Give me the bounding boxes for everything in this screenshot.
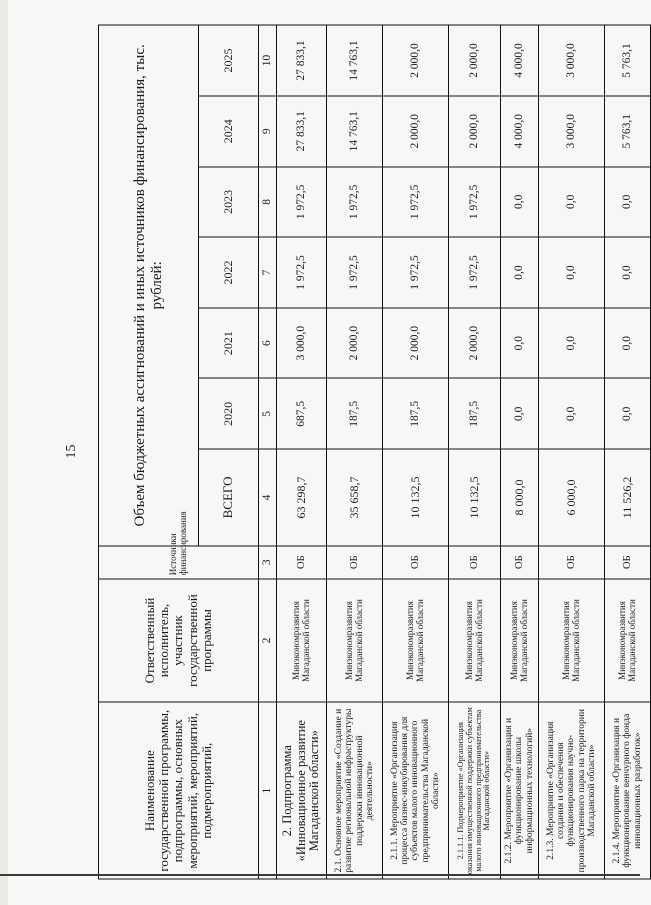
column-number: 7 xyxy=(259,237,277,308)
row-value-2025: 2 000,0 xyxy=(449,25,501,96)
row-name: 2. Подпрограмма «Инновационное развитие Магаданской области» xyxy=(277,702,327,879)
column-number: 6 xyxy=(259,308,277,379)
row-value-2021: 0,0 xyxy=(605,308,651,379)
table-row xyxy=(501,25,539,879)
scan-edge xyxy=(0,0,8,905)
row-responsible: Минэкономразвития Магаданской области xyxy=(539,579,605,703)
header-responsible: Ответственный исполнитель, участник государственной программы xyxy=(99,579,259,703)
financing-table xyxy=(98,25,651,880)
bottom-rule xyxy=(0,874,640,876)
row-value-2022: 1 972,5 xyxy=(449,237,501,308)
row-value-2024: 3 000,0 xyxy=(539,96,605,167)
row-value-2022: 1 972,5 xyxy=(327,237,383,308)
row-value-2023: 0,0 xyxy=(539,167,605,238)
row-name: 2.1.2. Мероприятие «Организация и функционирование школы информационных технологий» xyxy=(501,702,539,879)
row-value-2025: 5 763,1 xyxy=(605,25,651,96)
row-name: 2.1.3. Мероприятие «Организация создания и обеспечения функционирования научно-производственного парка на территории Магаданской области» xyxy=(539,702,605,879)
table-row xyxy=(277,25,327,879)
column-number: 8 xyxy=(259,167,277,238)
row-source: ОБ xyxy=(605,546,651,579)
row-value-2023: 0,0 xyxy=(501,167,539,238)
row-source: ОБ xyxy=(327,546,383,579)
row-value-2022: 1 972,5 xyxy=(383,237,449,308)
header-name: Наименование государственной программы, подпрограммы, основных мероприятий, мероприятий, подмероприятий, xyxy=(99,702,259,879)
row-value-2020: 0,0 xyxy=(501,378,539,449)
row-value-2021: 2 000,0 xyxy=(327,308,383,379)
row-name: 2.1.1. Мероприятие «Организация процесса бизнес-инкубирования для субъектов малого инновационного предпринимательства Магаданской области» xyxy=(383,702,449,879)
row-value-2021: 2 000,0 xyxy=(449,308,501,379)
row-value-2025: 4 000,0 xyxy=(501,25,539,96)
row-total: 11 526,2 xyxy=(605,449,651,546)
row-name: 2.1.4. Мероприятие «Организация и функционирование венчурного фонда инновационных разработок» xyxy=(605,702,651,879)
row-total: 10 132,5 xyxy=(383,449,449,546)
header-row-1 xyxy=(99,25,199,879)
table-row xyxy=(327,25,383,879)
row-value-2024: 4 000,0 xyxy=(501,96,539,167)
column-numbers-row xyxy=(259,25,277,879)
row-value-2020: 187,5 xyxy=(383,378,449,449)
table-row xyxy=(605,25,651,879)
row-responsible: Минэкономразвития Магаданской области xyxy=(383,579,449,703)
column-number: 5 xyxy=(259,378,277,449)
row-value-2020: 687,5 xyxy=(277,378,327,449)
column-number: 1 xyxy=(259,702,277,879)
row-name: 2.1.1.1. Подмероприятие «Организация оказания имущественной поддержки субъектам малого инновационного предпринимательства Магаданской области» xyxy=(449,702,501,879)
column-number: 3 xyxy=(259,546,277,579)
row-value-2024: 2 000,0 xyxy=(383,96,449,167)
row-value-2020: 0,0 xyxy=(605,378,651,449)
row-value-2024: 5 763,1 xyxy=(605,96,651,167)
row-value-2023: 1 972,5 xyxy=(277,167,327,238)
page-number: 15 xyxy=(64,444,79,459)
row-total: 35 658,7 xyxy=(327,449,383,546)
row-source: ОБ xyxy=(383,546,449,579)
row-value-2021: 0,0 xyxy=(501,308,539,379)
row-responsible: Минэкономразвития Магаданской области xyxy=(501,579,539,703)
column-number: 4 xyxy=(259,449,277,546)
header-year: 2025 xyxy=(199,25,259,96)
header-volume: Объем бюджетных ассигнований и иных источников финансирования, тыс. рублей: xyxy=(99,25,199,546)
header-source: Источники финансирования xyxy=(99,546,259,579)
row-responsible: Минэкономразвития Магаданской области xyxy=(605,579,651,703)
row-source: ОБ xyxy=(539,546,605,579)
row-value-2023: 1 972,5 xyxy=(449,167,501,238)
column-number: 9 xyxy=(259,96,277,167)
row-value-2021: 0,0 xyxy=(539,308,605,379)
row-value-2025: 14 763,1 xyxy=(327,25,383,96)
row-source: ОБ xyxy=(277,546,327,579)
row-total: 10 132,5 xyxy=(449,449,501,546)
row-total: 63 298,7 xyxy=(277,449,327,546)
row-responsible: Минэкономразвития Магаданской области xyxy=(327,579,383,703)
row-value-2024: 2 000,0 xyxy=(449,96,501,167)
header-year: 2024 xyxy=(199,96,259,167)
row-value-2024: 27 833,1 xyxy=(277,96,327,167)
row-value-2022: 0,0 xyxy=(539,237,605,308)
column-number: 10 xyxy=(259,25,277,96)
row-responsible: Минэкономразвития Магаданской области xyxy=(449,579,501,703)
table-row xyxy=(449,25,501,879)
header-year: 2022 xyxy=(199,237,259,308)
row-value-2021: 3 000,0 xyxy=(277,308,327,379)
row-value-2023: 1 972,5 xyxy=(383,167,449,238)
header-year: 2020 xyxy=(199,378,259,449)
row-total: 6 000,0 xyxy=(539,449,605,546)
row-value-2022: 0,0 xyxy=(605,237,651,308)
rotated-page xyxy=(58,25,643,880)
row-value-2022: 1 972,5 xyxy=(277,237,327,308)
table-row xyxy=(383,25,449,879)
header-year: 2021 xyxy=(199,308,259,379)
table-row xyxy=(539,25,605,879)
row-value-2022: 0,0 xyxy=(501,237,539,308)
row-value-2020: 187,5 xyxy=(449,378,501,449)
row-value-2025: 27 833,1 xyxy=(277,25,327,96)
column-number: 2 xyxy=(259,579,277,703)
row-value-2021: 2 000,0 xyxy=(383,308,449,379)
row-value-2024: 14 763,1 xyxy=(327,96,383,167)
row-source: ОБ xyxy=(501,546,539,579)
row-total: 8 000,0 xyxy=(501,449,539,546)
row-source: ОБ xyxy=(449,546,501,579)
row-value-2025: 2 000,0 xyxy=(383,25,449,96)
row-value-2023: 1 972,5 xyxy=(327,167,383,238)
header-total: ВСЕГО xyxy=(199,449,259,546)
row-name: 2.1. Основное мероприятие «Создание и развитие региональной инфраструктуры поддержки инновационной деятельности» xyxy=(327,702,383,879)
row-value-2025: 3 000,0 xyxy=(539,25,605,96)
row-value-2023: 0,0 xyxy=(605,167,651,238)
row-value-2020: 187,5 xyxy=(327,378,383,449)
row-value-2020: 0,0 xyxy=(539,378,605,449)
row-responsible: Минэкономразвития Магаданской области xyxy=(277,579,327,703)
header-year: 2023 xyxy=(199,167,259,238)
